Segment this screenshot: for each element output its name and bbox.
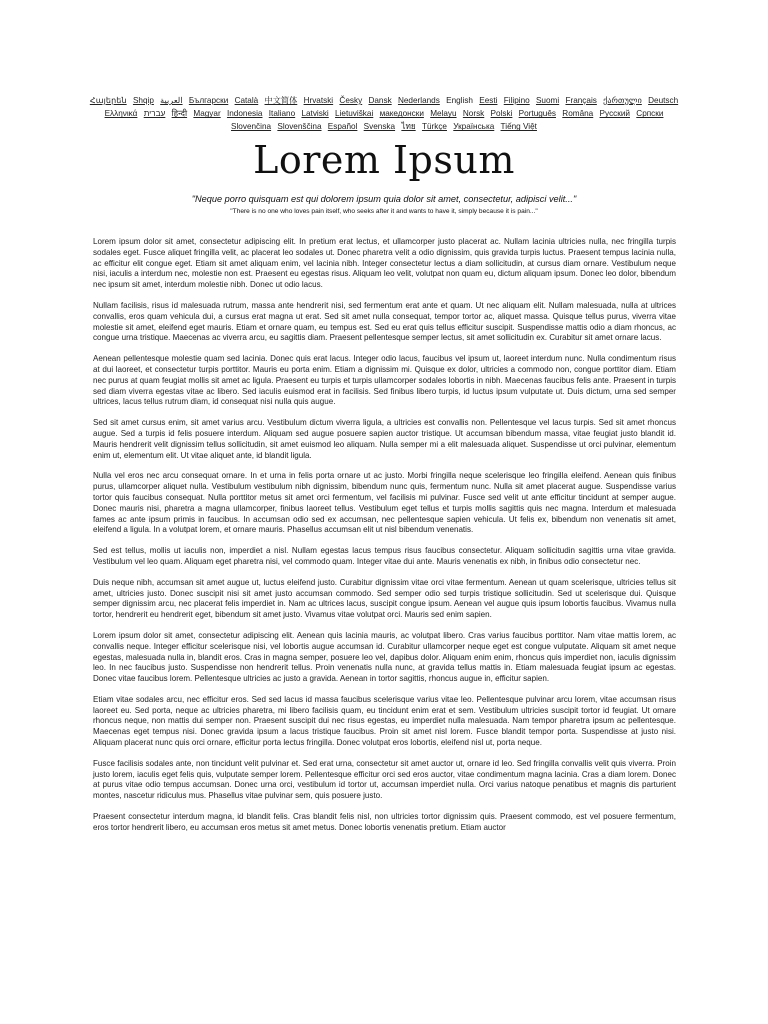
quote: "Neque porro quisquam est qui dolorem ipsum quia dolor sit amet, consectetur, adipisci velit..." xyxy=(191,194,577,204)
paragraph: Lorem ipsum dolor sit amet, consectetur adipiscing elit. Aenean quis lacinia mauris, ac volutpat libero. Cras varius faucibus porttitor. Nam vitae mattis lorem, ac convallis neque. Integer efficitur scelerisque nisi, vel lobortis augue accumsan id. Curabitur ullamcorper neque eget est congue vulputate. Aliquam sit amet neque egestas, malesuada nulla in, blandit eros. Cras in magna semper, posuere leo vel, dapibus dolor. Aliquam enim enim, rhoncus quis imperdiet non, iaculis dignissim leo. In nec faucibus justo. Suspendisse non hendrerit tellus. Proin venenatis nulla nunc, at gravida tellus mattis in. Etiam malesuada feugiat ipsum ac egestas. Donec vitae faucibus lorem. Pellentesque ultricies ac justo a gravida. Aenean in tortor sagittis, rhoncus augue in, efficitur sapien. xyxy=(93,630,676,684)
language-link[interactable]: Norsk xyxy=(462,109,485,119)
language-list xyxy=(84,94,684,134)
language-link[interactable]: Česky xyxy=(339,96,363,105)
language-link[interactable]: हिन्दी xyxy=(171,109,188,119)
language-link[interactable]: Nederlands xyxy=(397,96,440,105)
paragraph: Lorem ipsum dolor sit amet, consectetur adipiscing elit. In pretium erat lectus, et ullamcorper justo placerat ac. Nullam lacinia ultricies nulla, nec fringilla turpis sodales eget. Fusce aliquet fringilla velit, ac placerat leo sodales ut. Donec pharetra velit a odio dignissim, quis gravida turpis luctus. Praesent tempus lacinia nulla, ac efficitur elit congue eget. Etiam sit amet aliquam enim, vel lacinia nibh. Integer consectetur lectus a diam sollicitudin, at cursus diam ornare. Vestibulum neque nisi, iaculis a interdum nec, molestie non est. Praesent eu egestas risus. Aliquam leo velit, volutpat non quam eu, dictum aliquam ipsum. Donec leo dolor, bibendum nec ipsum sit amet, interdum molestie nibh. Donec ut odio lacus. xyxy=(93,237,676,290)
language-link[interactable]: 中文简体 xyxy=(264,96,298,105)
paragraph: Nulla vel eros nec arcu consequat ornare. In et urna in felis porta ornare ut ac justo. Morbi fringilla neque scelerisque leo fringilla eleifend. Aenean quis finibus purus, ullamcorper aliquet nulla. Vestibulum vestibulum nibh dignissim, bibendum nunc quis, fermentum nunc. Nulla sit amet placerat augue. Suspendisse varius tortor quis faucibus consequat. Nulla porttitor metus sit amet orci fermentum, vel facilisis mi pulvinar. Fusce sed velit ut ante efficitur tincidunt at semper augue. Donec mauris nisi, pharetra a magna ullamcorper, finibus laoreet tellus. Vestibulum eget tellus et turpis mollis sagittis quis nec magna. Interdum et malesuada fames ac ante ipsum primis in faucibus. In accumsan odio sed ex accumsan, nec pellentesque sapien vehicula. Ut felis ex, bibendum non venenatis sit amet, eleifend a ligula. In a volutpat lorem, et ornare mauris. Phasellus accumsan elit ut nisl bibendum venenatis. xyxy=(93,471,676,535)
paragraph: Sed est tellus, mollis ut iaculis non, imperdiet a nisl. Nullam egestas lacus tempus risus faucibus consectetur. Aliquam sollicitudin sagittis urna vitae gravida. Vestibulum vel leo quam. Aliquam eget pharetra nisi, vel commodo quam. Integer vitae dui ante. Mauris venenatis ex nibh, in finibus odio consectetur nec. xyxy=(93,546,676,566)
language-link[interactable]: Tiếng Việt xyxy=(500,122,537,132)
language-link[interactable]: Pyccкий xyxy=(599,109,630,119)
language-link[interactable]: Lietuviškai xyxy=(335,109,374,119)
language-link[interactable]: Româna xyxy=(562,109,594,119)
language-link[interactable]: עברית xyxy=(143,109,166,119)
language-link[interactable]: Slovenščina xyxy=(277,122,322,132)
language-link[interactable]: ქართული xyxy=(603,96,642,105)
language-link[interactable]: Español xyxy=(327,122,358,132)
language-link[interactable]: македонски xyxy=(379,109,424,119)
language-link[interactable]: Eesti xyxy=(479,96,498,105)
language-link[interactable]: Türkçe xyxy=(421,122,447,132)
paragraph: Duis neque nibh, accumsan sit amet augue ut, luctus eleifend justo. Curabitur dignissim vitae orci vitae fermentum. Aenean ut quam scelerisque, ultricies tellus sit amet, ultricies justo. Donec suscipit nisi sit amet justo accumsan commodo. Sed semper odio sed turpis tristique sollicitudin. Sed ut scelerisque dui. Quisque semper dignissim arcu, nec placerat felis imperdiet in. Nam ac ultrices lacus, suscipit congue ipsum. Aenean vel augue quis ipsum lobortis faucibus. Vivamus nulla tortor, hendrerit eu hendrerit eget, bibendum sit amet justo. Vivamus vitae volutpat orci. Mauris sed enim sapien. xyxy=(93,577,676,620)
language-link[interactable]: العربية xyxy=(160,96,183,105)
page-title: Lorem Ipsum xyxy=(253,138,515,182)
paragraph: Etiam vitae sodales arcu, nec efficitur eros. Sed sed lacus id massa faucibus scelerisque varius vitae leo. Pellentesque pulvinar arcu lorem, vitae accumsan risus laoreet eu. Sed porta, neque ac ultricies pharetra, mi libero facilisis quam, eu tincidunt enim erat et sem. Vestibulum ultricies suscipit tortor id feugiat. Ut ornare rhoncus neque, non mattis dui semper non. Praesent suscipit dui nec risus egestas, eu imperdiet nulla malesuada. Nam tempor pharetra ipsum ac pellentesque. Maecenas eget tempus nisi. Donec gravida ipsum a lacus tristique faucibus. Proin sit amet nisl lorem. Fusce blandit tempor porta. Suspendisse at justo nisi. Aliquam placerat nunc quis orci ornare, efficitur porta lectus fringilla. Donec volutpat eros lobortis, eleifend nisl ut, porta neque. xyxy=(93,694,676,748)
language-link[interactable]: Українська xyxy=(453,122,495,132)
quote-translation: "There is no one who loves pain itself, who seeks after it and wants to have it, simply because it is pain..." xyxy=(230,208,538,215)
language-link[interactable]: Latviski xyxy=(301,109,329,119)
paragraph: Fusce facilisis sodales ante, non tincidunt velit pulvinar et. Sed erat urna, consectetur sit amet auctor ut, ornare id leo. Sed fringilla convallis velit quis viverra. Proin justo lorem, iaculis eget felis quis, vulputate semper lorem. Pellentesque efficitur orci sed eros auctor, vitae condimentum magna lacinia. Cras a diam lorem. Donec at purus vitae odio tempus accumsan. Donec urna orci, vestibulum id tortor ut, accumsan imperdiet nulla. Orci varius natoque penatibus et magnis dis parturient montes, nascetur ridiculus mus. Phasellus vitae pulvinar sem, quis posuere justo. xyxy=(93,758,676,801)
language-link[interactable]: Polski xyxy=(490,109,513,119)
paragraph: Praesent consectetur interdum magna, id blandit felis. Cras blandit felis nisl, non ultricies tortor dignissim quis. Praesent commodo, est vel posuere fermentum, eros tortor hendrerit libero, eu accumsan eros metus sit amet metus. Donec lobortis venenatis pretium. Etiam auctor xyxy=(93,812,676,832)
language-link[interactable]: Српски xyxy=(636,109,664,119)
language-link[interactable]: Français xyxy=(565,96,597,105)
language-link[interactable]: Indonesia xyxy=(226,109,263,119)
language-link[interactable]: Slovenčina xyxy=(231,122,272,132)
language-link[interactable]: Català xyxy=(234,96,259,105)
language-link[interactable]: Magyar xyxy=(193,109,221,119)
language-link[interactable]: Italiano xyxy=(268,109,296,119)
language-link[interactable]: Български xyxy=(188,96,229,105)
language-link: English xyxy=(446,96,473,105)
language-link[interactable]: Dansk xyxy=(368,96,392,105)
paragraph: Nullam facilisis, risus id malesuada rutrum, massa ante hendrerit nisi, sed fermentum erat ante et quam. Ut nec aliquam elit. Nullam malesuada, nulla at ultrices convallis, eros quam vehicula dui, a cursus erat magna ut erat. Sed sit amet nulla consequat, tempor tortor ac, aliquet massa. Quisque tellus purus, viverra vitae molestie sit amet, eleifend eget mauris. Etiam et ornare quam, eu tempus est. Sed eu erat quis tellus efficitur suscipit. Suspendisse mattis odio a diam rhoncus, ac congue urna tristique. Maecenas ac viverra arcu, eu sagittis diam. Praesent pellentesque semper lectus, sit amet sollicitudin ex. Curabitur sit amet ornare lacus. xyxy=(93,300,676,343)
paragraph: Aenean pellentesque molestie quam sed lacinia. Donec quis erat lacus. Integer odio lacus, faucibus vel ipsum ut, laoreet interdum nunc. Nulla condimentum risus at dui laoreet, et consectetur turpis porttitor. Mauris eu porta enim. Etiam a dignissim mi. Quisque ex dolor, ultricies a commodo non, congue porttitor diam. Etiam nec purus at quam feugiat mollis sit amet ac ligula. Praesent eu turpis et turpis ullamcorper sodales lobortis in nibh. Maecenas faucibus felis ante. Praesent in turpis sed diam viverra egestas vitae ac libero. Sed iaculis euismod erat in facilisis. Sed finibus libero turpis, id luctus ipsum vulputate ut. Duis dictum, urna sed semper ultrices, lacus tellus rutrum diam, id consequat nisi nulla quis augue. xyxy=(93,354,676,407)
language-link[interactable]: Filipino xyxy=(503,96,530,105)
language-link[interactable]: Português xyxy=(518,109,556,119)
language-link[interactable]: Hrvatski xyxy=(303,96,334,105)
language-link[interactable]: ไทย xyxy=(401,122,416,132)
language-link[interactable]: Ελληνικά xyxy=(104,109,138,119)
content-body xyxy=(93,237,676,844)
language-link[interactable]: Shqip xyxy=(132,96,154,105)
language-link[interactable]: Հայերեն xyxy=(89,96,127,105)
language-link[interactable]: Svenska xyxy=(363,122,396,132)
language-link[interactable]: Deutsch xyxy=(648,96,679,105)
paragraph: Sed sit amet cursus enim, sit amet varius arcu. Vestibulum dictum viverra ligula, a ultricies est convallis non. Pellentesque vel lacus turpis. Sed sit amet rhoncus augue. Sed a turpis id felis posuere interdum. Aliquam sed augue posuere sapien auctor tristique. Ut accumsan bibendum massa, vitae feugiat justo blandit id. Mauris hendrerit velit dignissim tellus sollicitudin, sit amet euismod leo aliquam. Nulla semper mi a elit malesuada aliquet. Suspendisse ut orci pulvinar, elementum enim ut, elementum elit. Ut vitae aliquet ante, id blandit ligula. xyxy=(93,418,676,460)
language-link[interactable]: Suomi xyxy=(535,96,560,105)
language-link[interactable]: Melayu xyxy=(430,109,457,119)
